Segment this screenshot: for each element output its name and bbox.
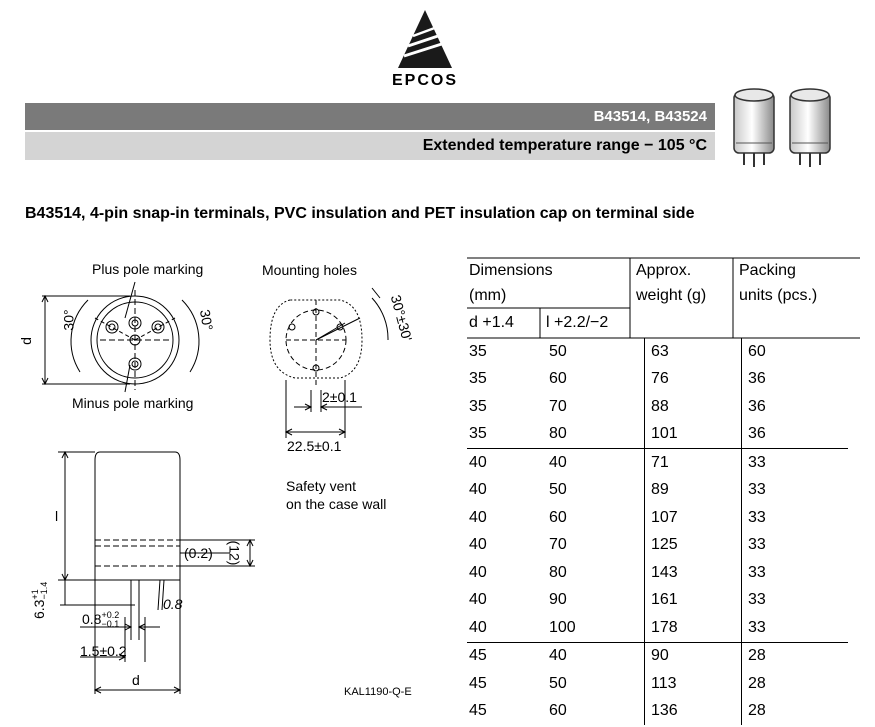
table-row [467,393,848,421]
cell-d: 40 [469,563,487,581]
dim-0-8-side-label: 0.8 [163,596,183,612]
dim-0-8-value: 0.8 [82,611,102,627]
part-numbers: B43514, B43524 [593,108,707,125]
cell-packing: 36 [742,366,849,394]
dim-0-8-tol-up: +0.2 [101,610,120,621]
cell-packing: 33 [742,559,849,587]
cell-weight: 88 [645,393,742,421]
cell-weight: 136 [645,698,742,726]
dim-6-3-tol-down: −1.4 [39,581,50,600]
cell-l: 50 [549,674,567,692]
section-title: B43514, 4-pin snap-in terminals, PVC insulation and PET insulation cap on terminal side [25,205,695,222]
table-row [467,614,848,642]
diameter-bottom-label: d [132,672,140,688]
angle-left-label: 30° [60,309,77,331]
cell-l: 40 [539,642,645,670]
table-header-dimensions: Dimensions [469,262,553,279]
table-row [467,670,848,698]
drawing-code: KAL1190-Q-E [344,686,412,698]
cell-weight: 113 [645,670,742,698]
dim-0-2-label: (0.2) [184,545,213,561]
cell-weight: 125 [645,532,742,560]
table-row [467,366,848,394]
cell-d: 40 [469,618,487,636]
cell-d: 45 [467,642,539,670]
cell-packing: 28 [742,670,849,698]
dim-6-3-tol-up: +1 [30,589,41,600]
cell-d: 35 [469,397,487,415]
table-row [467,559,848,587]
cell-weight: 89 [645,477,742,505]
cell-d: 35 [469,370,487,388]
cell-d: 40 [469,481,487,499]
table-row [467,642,848,670]
dim-22-5-label: 22.5±0.1 [287,438,342,454]
cell-l: 60 [549,702,567,720]
cell-l: 100 [549,618,576,636]
table-row [467,698,848,726]
cell-l: 60 [549,508,567,526]
cell-weight: 178 [645,614,742,642]
cell-d: 40 [469,591,487,609]
cell-weight: 161 [645,587,742,615]
mounting-holes-label: Mounting holes [262,262,357,278]
cell-packing: 33 [742,614,849,642]
table-header-l: l +2.2/−2 [546,314,609,331]
table-header-weight-2: weight (g) [636,287,707,304]
cell-packing: 28 [742,642,849,670]
cell-packing: 36 [742,393,849,421]
cell-packing: 36 [742,421,849,449]
logo-text: EPCOS [391,72,458,89]
cell-packing: 33 [742,587,849,615]
cell-weight: 107 [645,504,742,532]
length-label: l [55,508,59,524]
dim-0-8-tol-down: −0.1 [101,619,120,630]
cell-packing: 33 [742,449,849,477]
safety-vent-label-1: Safety vent [286,478,357,494]
cell-weight: 90 [645,642,742,670]
table-header-d: d +1.4 [469,314,514,331]
diameter-label: d [17,337,34,345]
temperature-range: Extended temperature range − 105 °C [422,137,707,154]
cell-packing: 33 [742,504,849,532]
table-header-mm: (mm) [469,287,507,304]
cell-packing: 33 [742,532,849,560]
cell-d: 35 [469,342,487,360]
cell-weight: 71 [645,449,742,477]
cell-l: 80 [549,425,567,443]
minus-pole-label: Minus pole marking [72,395,194,411]
cell-d: 45 [469,674,487,692]
cell-d: 40 [467,449,539,477]
dim-2-label: 2±0.1 [322,389,357,405]
table-header-packing-2: units (pcs.) [739,287,818,304]
cell-d: 35 [469,425,487,443]
cell-weight: 143 [645,559,742,587]
table-row [467,504,848,532]
safety-vent-label-2: on the case wall [286,496,387,512]
cell-d: 40 [469,508,487,526]
cell-weight: 76 [645,366,742,394]
plus-pole-label: Plus pole marking [92,261,204,277]
table-row [467,477,848,505]
cell-l: 90 [549,591,567,609]
cell-packing: 33 [742,477,849,505]
cell-d: 45 [469,702,487,720]
cell-l: 40 [539,449,645,477]
cell-l: 50 [549,342,567,360]
table-header-packing-1: Packing [739,262,796,279]
cell-l: 70 [549,536,567,554]
cell-l: 80 [549,563,567,581]
dim-6-3-value: 6.3 [31,599,47,619]
cell-weight: 101 [645,421,742,449]
dim-12-label: (12) [226,540,243,566]
table-row [467,421,848,449]
cell-packing: 60 [742,338,849,366]
table-row [467,449,848,477]
cell-weight: 63 [645,338,742,366]
table-row [467,532,848,560]
cell-l: 60 [549,370,567,388]
table-header-weight-1: Approx. [636,262,692,279]
cell-l: 70 [549,397,567,415]
angle-right-label: 30° [196,308,217,332]
angle-tolerance-label: 30°±30' [387,293,416,343]
table-row [467,338,848,366]
cell-l: 50 [549,481,567,499]
dimensions-table [467,338,848,725]
dim-1-5-label: 1.5±0.2 [80,643,127,659]
cell-packing: 28 [742,698,849,726]
cell-d: 40 [469,536,487,554]
table-row [467,587,848,615]
